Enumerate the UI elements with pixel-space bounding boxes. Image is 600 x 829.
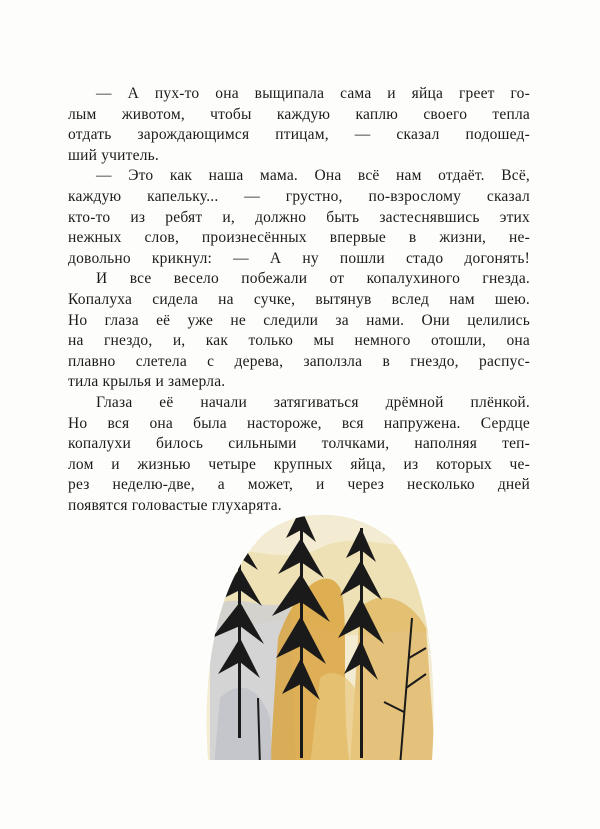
text-line: плавно слетела с дерева, заползла в гнездо, распус- <box>68 352 530 370</box>
text-line: — А пух-то она выщипала сама и яйца греет го- <box>96 85 530 102</box>
text-line: Но глаза её уже не следили за нами. Они целились <box>68 311 530 329</box>
text-line: Глаза её начали затягиваться дрёмной плёнкой. <box>96 393 530 411</box>
story-text <box>68 84 530 516</box>
text-line: довольно крикнул: — А ну пошли стадо догонять! <box>68 249 530 267</box>
text-line: И все весело побежали от копалухиного гнезда. <box>96 270 530 288</box>
text-line: рез неделю-две, а может, и через несколько дней <box>68 476 530 494</box>
text-line: появятся головастые глухарята. <box>68 496 282 514</box>
paragraph <box>68 166 530 269</box>
paragraph <box>68 84 530 166</box>
text-line: нежных слов, произнесённых впервые в жизни, не- <box>68 229 530 247</box>
text-line: отдать зарождающимся птицам, — сказал подошед- <box>68 126 530 144</box>
paragraph <box>68 269 530 393</box>
text-line: копалухи билось сильными толчками, наполняя теп- <box>68 435 530 453</box>
text-line: лом и жизнью четыре крупных яйца, из которых че- <box>68 455 530 473</box>
text-line: кто-то из ребят и, должно быть застеснявшись этих <box>68 208 530 226</box>
forest-spruce-illustration-icon <box>200 498 440 766</box>
text-line: на гнездо, и, как только мы немного отошли, она <box>68 332 530 350</box>
text-line: лым животом, чтобы каждую каплю своего тепла <box>68 105 530 123</box>
text-line: ший учитель. <box>68 146 159 164</box>
text-line: Копалуха сидела на сучке, вытянув вслед нам шею. <box>68 290 530 308</box>
text-line: каждую капельку... — грустно, по-взрослому сказал <box>68 187 530 205</box>
text-line: Но вся она была настороже, вся напружена. Сердце <box>68 414 530 432</box>
text-line: — Это как наша мама. Она всё нам отдаёт. Всё, <box>96 167 530 185</box>
text-line: тила крылья и замерла. <box>68 373 226 391</box>
